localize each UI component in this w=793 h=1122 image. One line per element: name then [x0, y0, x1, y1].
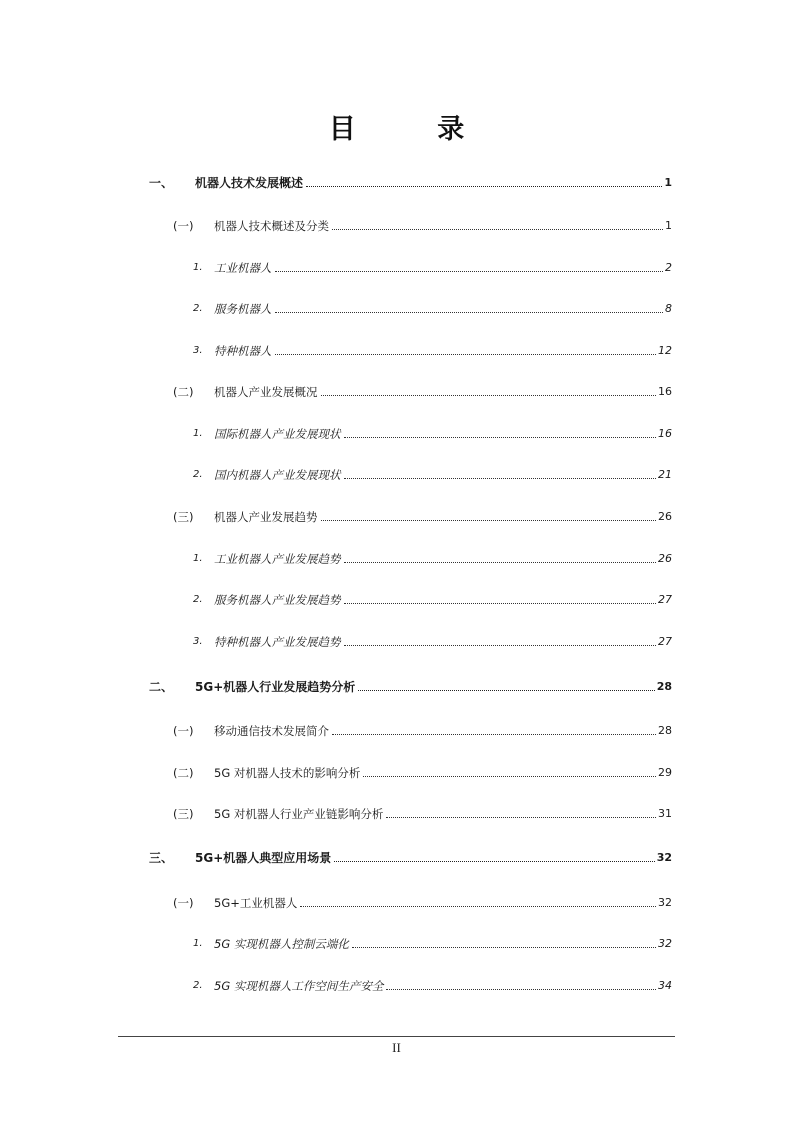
toc-entry-title: 5G 对机器人行业产业链影响分析 [214, 807, 384, 821]
toc-entry-title: 移动通信技术发展简介 [214, 724, 329, 738]
toc-dot-leader [321, 395, 657, 396]
toc-entry-number: 一、 [149, 176, 174, 190]
toc-dot-leader [344, 437, 657, 438]
toc-entry-number: 二、 [149, 680, 174, 694]
toc-entry-page: 29 [658, 766, 672, 779]
toc-entry-title: 服务机器人 [214, 302, 272, 316]
toc-entry[interactable] [173, 509, 672, 525]
footer-divider [118, 1036, 675, 1037]
toc-entry-page: 27 [658, 593, 672, 606]
toc-dot-leader [306, 186, 662, 187]
toc-entry-number: (一) [173, 724, 194, 738]
toc-entry-number: (二) [173, 766, 194, 780]
toc-dot-leader [386, 817, 656, 818]
toc-entry-number: (三) [173, 807, 194, 821]
toc-entry[interactable] [193, 467, 672, 483]
toc-entry-title: 5G+机器人行业发展趋势分析 [195, 680, 356, 694]
toc-entry-title: 工业机器人 [214, 261, 272, 275]
toc-entry[interactable] [193, 978, 672, 994]
toc-entry[interactable] [193, 260, 672, 276]
toc-entry-page: 32 [656, 851, 672, 864]
toc-dot-leader [332, 734, 656, 735]
toc-entry-title: 5G 对机器人技术的影响分析 [214, 766, 361, 780]
toc-dot-leader [344, 603, 657, 604]
toc-dot-leader [352, 947, 656, 948]
toc-dot-leader [321, 520, 657, 521]
toc-entry-title: 特种机器人 [214, 344, 272, 358]
toc-entry-page: 32 [658, 937, 672, 950]
toc-entry[interactable] [173, 806, 672, 822]
toc-entry[interactable] [173, 218, 672, 234]
toc-entry-page: 32 [658, 896, 672, 909]
toc-entry[interactable] [193, 592, 672, 608]
toc-entry[interactable] [193, 936, 672, 952]
toc-entry-page: 28 [656, 680, 672, 693]
toc-dot-leader [334, 861, 654, 862]
toc-entry-page: 21 [658, 468, 672, 481]
toc-dot-leader [344, 478, 657, 479]
toc-dot-leader [386, 989, 656, 990]
toc-entry-page: 2 [665, 261, 672, 274]
toc-entry-number: 2. [193, 303, 203, 314]
toc-entry-page: 26 [658, 510, 672, 523]
toc-entry-page: 26 [658, 552, 672, 565]
toc-entry-title: 机器人技术概述及分类 [214, 219, 329, 233]
toc-entry[interactable] [193, 426, 672, 442]
toc-entry-title: 机器人技术发展概述 [195, 176, 304, 190]
toc-entry-page: 27 [658, 635, 672, 648]
toc-dot-leader [332, 229, 663, 230]
toc-entry[interactable] [173, 765, 672, 781]
toc-dot-leader [344, 645, 657, 646]
toc-dot-leader [358, 690, 654, 691]
toc-entry-title: 国际机器人产业发展现状 [214, 427, 341, 441]
toc-entry-title: 5G 实现机器人控制云端化 [214, 937, 349, 951]
toc-entry-title: 5G+机器人典型应用场景 [195, 851, 332, 865]
toc-entry-title: 机器人产业发展趋势 [214, 510, 318, 524]
toc-entry-title: 机器人产业发展概况 [214, 385, 318, 399]
toc-entry-page: 12 [658, 344, 672, 357]
toc-entry-page: 16 [658, 427, 672, 440]
toc-entry-number: 2. [193, 469, 203, 480]
toc-entry-page: 28 [658, 724, 672, 737]
toc-entry-title: 特种机器人产业发展趋势 [214, 635, 341, 649]
toc-entry[interactable] [193, 634, 672, 650]
toc-entry-page: 34 [658, 979, 672, 992]
toc-entry-page: 16 [658, 385, 672, 398]
toc-entry-title: 5G+工业机器人 [214, 896, 298, 910]
toc-entry[interactable] [149, 175, 672, 191]
page-title: 目 录 [328, 114, 501, 145]
footer-page-number: II [392, 1040, 401, 1055]
toc-entry[interactable] [193, 551, 672, 567]
toc-entry-page: 1 [664, 176, 672, 189]
toc-entry[interactable] [149, 679, 672, 695]
toc-entry-title: 5G 实现机器人工作空间生产安全 [214, 979, 384, 993]
toc-entry[interactable] [193, 343, 672, 359]
toc-entry-title: 服务机器人产业发展趋势 [214, 593, 341, 607]
toc-dot-leader [275, 354, 657, 355]
toc-entry[interactable] [173, 384, 672, 400]
toc-entry-number: 1. [193, 262, 203, 273]
toc-entry-title: 国内机器人产业发展现状 [214, 468, 341, 482]
toc-dot-leader [300, 906, 656, 907]
toc-entry[interactable] [173, 723, 672, 739]
toc-entry-number: (一) [173, 219, 194, 233]
toc-entry-number: 1. [193, 553, 203, 564]
toc-entry-number: 2. [193, 980, 203, 991]
toc-entry-page: 1 [665, 219, 672, 232]
toc-entry-page: 8 [665, 302, 672, 315]
toc-entry-number: 3. [193, 636, 203, 647]
toc-entry-number: (一) [173, 896, 194, 910]
toc-dot-leader [363, 776, 656, 777]
toc-entry-number: 1. [193, 428, 203, 439]
toc-dot-leader [275, 271, 664, 272]
toc-entry[interactable] [193, 301, 672, 317]
toc-entry-number: 三、 [149, 851, 174, 865]
toc-entry-title: 工业机器人产业发展趋势 [214, 552, 341, 566]
toc-entry-number: 1. [193, 938, 203, 949]
toc-entry[interactable] [173, 895, 672, 911]
toc-entry-number: (二) [173, 385, 194, 399]
toc-entry-number: 3. [193, 345, 203, 356]
toc-entry-page: 31 [658, 807, 672, 820]
toc-entry[interactable] [149, 850, 672, 866]
toc-dot-leader [344, 562, 657, 563]
toc-entry-number: 2. [193, 594, 203, 605]
toc-entry-number: (三) [173, 510, 194, 524]
toc-dot-leader [275, 312, 664, 313]
